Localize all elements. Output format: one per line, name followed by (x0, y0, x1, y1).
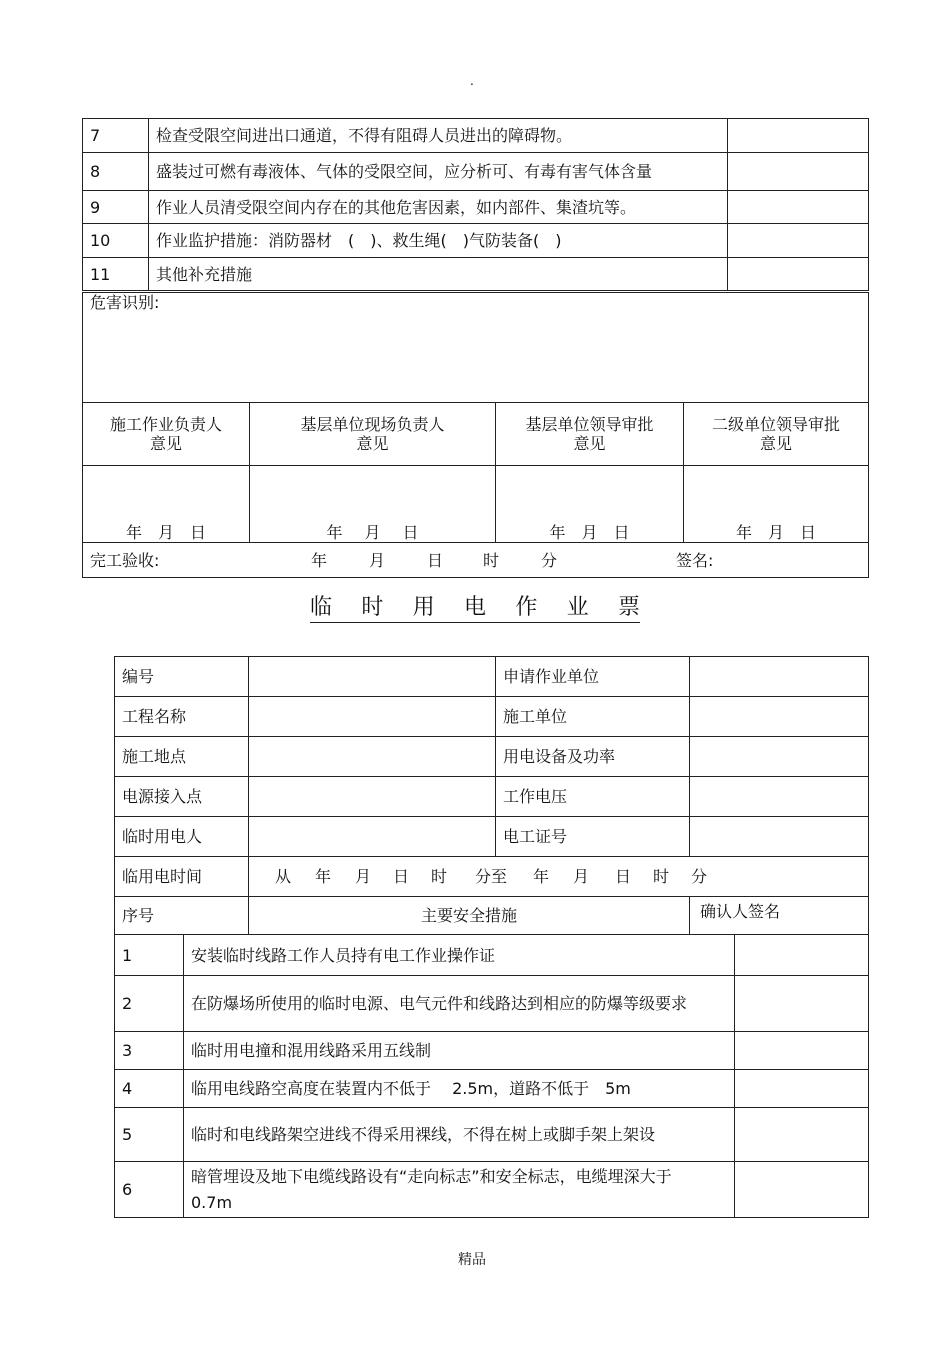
confirm-signature[interactable] (735, 1032, 869, 1070)
header-measures: 主要安全措施 (249, 897, 690, 935)
table-row (115, 1032, 869, 1070)
page-title: 临 时 用 电 作 业 票 (310, 590, 640, 623)
table-row (115, 976, 869, 1032)
measure-number: 4 (115, 1070, 184, 1108)
confirm-signature[interactable] (735, 976, 869, 1032)
row-number: 11 (83, 258, 149, 291)
table-row (83, 224, 869, 258)
table-row (83, 153, 869, 191)
field-label: 工程名称 (115, 697, 249, 737)
field-label: 工作电压 (496, 777, 690, 817)
field-label: 申请作业单位 (496, 657, 690, 697)
approval-header: 基层单位现场负责人 意见 (250, 403, 496, 466)
field-label: 临时用电人 (115, 817, 249, 857)
field-label: 编号 (115, 657, 249, 697)
table-row (115, 935, 869, 976)
ticket-measures-table (114, 934, 869, 1218)
table-row (83, 191, 869, 224)
row-text: 检查受限空间进出口通道，不得有阻碍人员进出的障碍物。 (149, 119, 728, 153)
ticket-info-table (114, 656, 869, 935)
measure-text: 暗管埋设及地下电缆线路设有“走向标志”和安全标志，电缆埋深大于 0.7m (184, 1162, 735, 1218)
field-label: 电工证号 (496, 817, 690, 857)
confirm-cell[interactable] (728, 119, 869, 153)
field-value-input[interactable] (690, 817, 869, 857)
field-value-input[interactable] (249, 737, 496, 777)
measure-text: 临时用电撞和混用线路采用五线制 (184, 1032, 735, 1070)
completion-acceptance[interactable] (83, 543, 869, 578)
hazard-label: 危害识别: (90, 293, 160, 312)
completion-label: 完工验收: (90, 550, 160, 570)
field-label: 施工地点 (115, 737, 249, 777)
row-number: 10 (83, 224, 149, 258)
field-value-input[interactable] (690, 777, 869, 817)
confirm-signature[interactable] (735, 935, 869, 976)
measure-number: 1 (115, 935, 184, 976)
measure-text: 安装临时线路工作人员持有电工作业操作证 (184, 935, 735, 976)
field-value-input[interactable] (249, 817, 496, 857)
field-value-input[interactable] (690, 737, 869, 777)
header-mark: . (470, 74, 474, 88)
unit-hour: 时 (483, 551, 500, 570)
field-label: 施工单位 (496, 697, 690, 737)
field-value-input[interactable] (690, 697, 869, 737)
approval-header: 基层单位领导审批 意见 (496, 403, 684, 466)
hazard-identification[interactable] (83, 293, 869, 403)
unit-day: 日 (427, 551, 444, 570)
row-text: 其他补充措施 (149, 258, 728, 291)
confirm-cell[interactable] (728, 191, 869, 224)
measure-text: 临时和电线路架空进线不得采用裸线，不得在树上或脚手架上架设 (184, 1108, 735, 1162)
confirm-cell[interactable] (728, 224, 869, 258)
row-text: 盛装过可燃有毒液体、气体的受限空间，应分析可、有毒有害气体含量 (149, 153, 728, 191)
time-range-input[interactable]: 从 年 月 日 时 分至 年 月 日 时 分 (249, 857, 869, 897)
row-number: 9 (83, 191, 149, 224)
field-label: 电源接入点 (115, 777, 249, 817)
measure-number: 3 (115, 1032, 184, 1070)
footer-text: 精品 (458, 1252, 486, 1268)
table-row (115, 1108, 869, 1162)
hazard-approval-table (82, 292, 869, 578)
confirm-signature[interactable] (735, 1108, 869, 1162)
table-row (83, 119, 869, 153)
measure-number: 5 (115, 1108, 184, 1162)
approval-signature[interactable]: 年 月 日 (496, 466, 684, 543)
unit-month: 月 (369, 551, 386, 570)
table-row (115, 1070, 869, 1108)
field-value-input[interactable] (249, 657, 496, 697)
field-value-input[interactable] (249, 777, 496, 817)
confirm-signature[interactable] (735, 1162, 869, 1218)
row-text: 作业监护措施：消防器材 ( )、救生绳( )气防装备( ) (149, 224, 728, 258)
field-label: 用电设备及功率 (496, 737, 690, 777)
confirm-signature[interactable] (735, 1070, 869, 1108)
row-number: 8 (83, 153, 149, 191)
header-sign: 确认人签名 (690, 897, 869, 935)
measure-text: 临用电线路空高度在装置内不低于 2.5m，道路不低于 5m (184, 1070, 735, 1108)
time-label: 临用电时间 (115, 857, 249, 897)
unit-minute: 分 (541, 551, 558, 570)
unit-year: 年 (311, 551, 328, 570)
row-text: 作业人员清受限空间内存在的其他危害因素，如内部件、集渣坑等。 (149, 191, 728, 224)
table-row (115, 1162, 869, 1218)
measure-text: 在防爆场所使用的临时电源、电气元件和线路达到相应的防爆等级要求 (184, 976, 735, 1032)
field-value-input[interactable] (249, 697, 496, 737)
field-value-input[interactable] (690, 657, 869, 697)
row-number: 7 (83, 119, 149, 153)
approval-header: 施工作业负责人 意见 (83, 403, 250, 466)
measure-number: 6 (115, 1162, 184, 1218)
confirm-cell[interactable] (728, 153, 869, 191)
confirm-cell[interactable] (728, 258, 869, 291)
approval-signature[interactable]: 年 月 日 (83, 466, 250, 543)
approval-signature[interactable]: 年 月 日 (684, 466, 869, 543)
approval-header: 二级单位领导审批 意见 (684, 403, 869, 466)
header-no: 序号 (115, 897, 249, 935)
confined-space-table (82, 118, 869, 291)
approval-signature[interactable]: 年 月 日 (250, 466, 496, 543)
sign-label: 签名: (676, 551, 714, 570)
table-row (83, 258, 869, 291)
measure-number: 2 (115, 976, 184, 1032)
